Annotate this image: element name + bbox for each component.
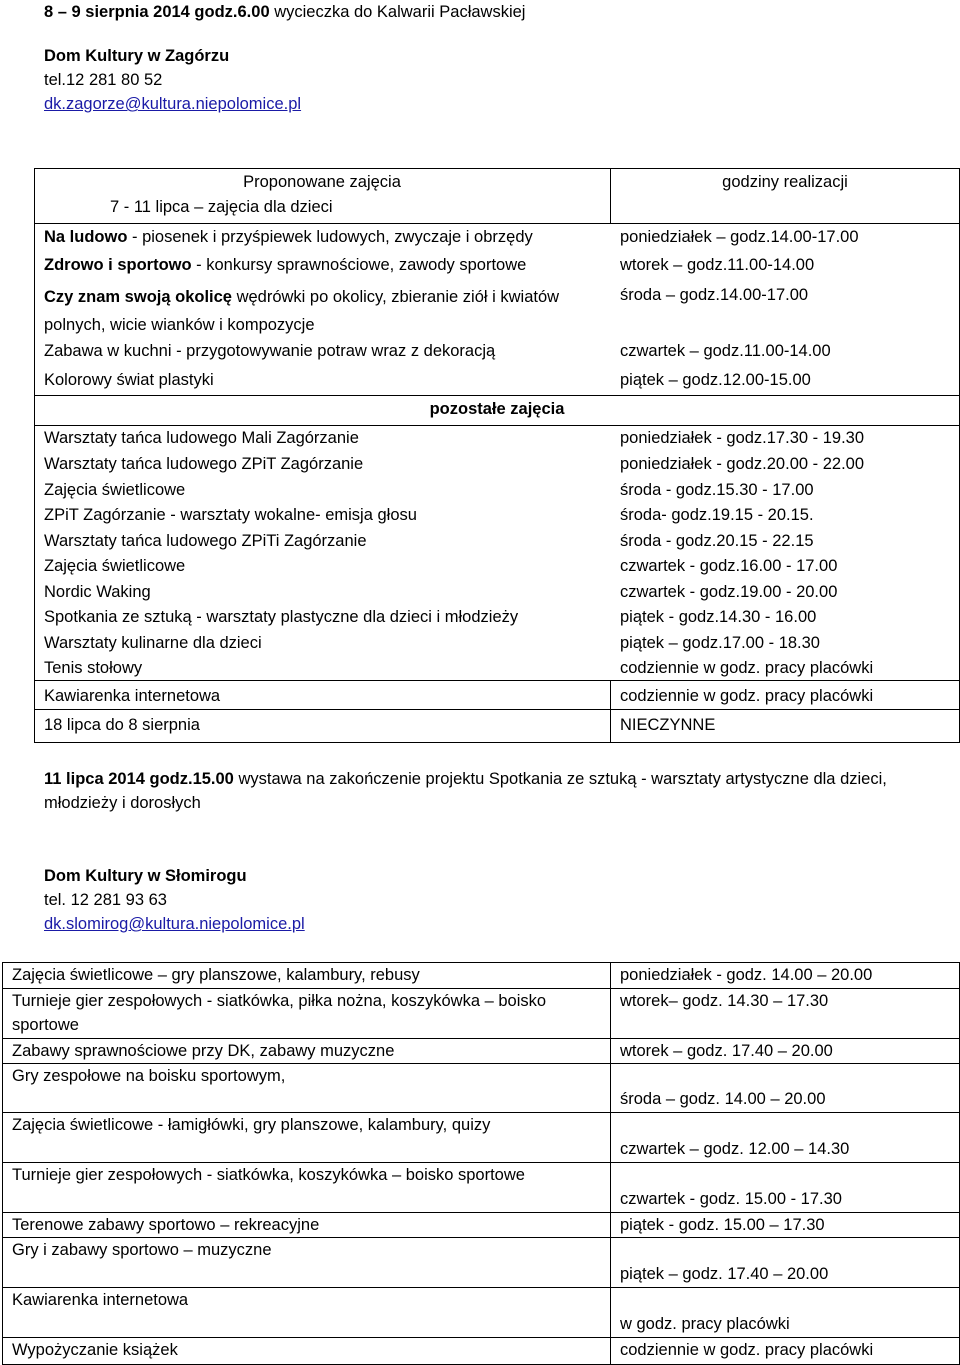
- activity-time: czwartek – godz. 12.00 – 14.30: [620, 1140, 850, 1158]
- activity-name: Gry i zabawy sportowo – muzyczne: [12, 1241, 272, 1259]
- activity-name: [44, 225, 604, 249]
- proposed-activities-header: Proponowane zajęcia: [243, 173, 401, 191]
- trip-text: wycieczka do Kalwarii Pacławskiej: [269, 3, 526, 21]
- activity-time: poniedziałek - godz.17.30 - 19.30: [620, 429, 865, 447]
- table-divider: [34, 223, 960, 224]
- activity-time: środa - godz.20.15 - 22.15: [620, 532, 814, 550]
- activity-time: czwartek - godz. 15.00 - 17.30: [620, 1190, 842, 1208]
- activity-title: Zdrowo i sportowo: [44, 256, 192, 274]
- activity-time: codziennie w godz. pracy placówki: [620, 659, 874, 677]
- other-activities-header: pozostałe zajęcia: [429, 400, 565, 418]
- activity-time: czwartek – godz.11.00-14.00: [620, 342, 831, 360]
- zagorz-phone: tel.12 281 80 52: [44, 71, 163, 89]
- activity-name: Warsztaty tańca ludowego ZPiT Zagórzanie: [44, 455, 364, 473]
- table-divider: [610, 680, 611, 743]
- activity-name: Gry zespołowe na boisku sportowym,: [12, 1067, 286, 1085]
- activity-time: poniedziałek - godz. 14.00 – 20.00: [620, 966, 873, 984]
- activity-time: czwartek - godz.16.00 - 17.00: [620, 557, 838, 575]
- trip-announcement: [44, 0, 525, 24]
- activity-name: [44, 253, 604, 277]
- activity-title: Czy znam swoją okolicę: [44, 288, 232, 306]
- table-divider: [610, 962, 611, 1365]
- activity-name: Nordic Waking: [44, 583, 151, 601]
- activity-time: w godz. pracy placówki: [620, 1315, 790, 1333]
- activity-time: NIECZYNNE: [620, 716, 716, 734]
- activity-time: środa – godz. 14.00 – 20.00: [620, 1090, 826, 1108]
- activity-time: wtorek– godz. 14.30 – 17.30: [620, 992, 829, 1010]
- table-divider: [34, 395, 960, 396]
- activity-name: Zajęcia świetlicowe: [44, 557, 186, 575]
- activity-name: Warsztaty kulinarne dla dzieci: [44, 634, 262, 652]
- activity-time: piątek – godz. 17.40 – 20.00: [620, 1265, 829, 1283]
- zagorz-email-line: [44, 92, 301, 116]
- activity-name: Turnieje gier zespołowych - siatkówka, piłka nożna, koszykówka – boisko sportowe: [12, 992, 547, 1034]
- activity-description: - piosenek i przyśpiewek ludowych, zwyczaje i obrzędy: [127, 228, 533, 246]
- activity-name: Wypożyczanie książek: [12, 1341, 178, 1359]
- activity-name: Warsztaty tańca ludowego Mali Zagórzanie: [44, 429, 359, 447]
- activity-time: wtorek – godz. 17.40 – 20.00: [620, 1042, 833, 1060]
- activity-name: Kolorowy świat plastyki: [44, 371, 214, 389]
- activity-time: środa - godz.15.30 - 17.00: [620, 481, 814, 499]
- activity-name: Zabawa w kuchni - przygotowywanie potraw wraz z dekoracją: [44, 342, 496, 360]
- activity-time: czwartek - godz.19.00 - 20.00: [620, 583, 838, 601]
- activity-name: Zabawy sprawnościowe przy DK, zabawy muzyczne: [12, 1042, 395, 1060]
- activity-title: Na ludowo: [44, 228, 128, 246]
- exhibition-text: wystawa na zakończenie projektu Spotkania ze sztuką - warsztaty artystyczne dla dzieci, młodzieży i dorosłych: [44, 770, 887, 812]
- children-week-subheader: 7 - 11 lipca – zajęcia dla dzieci: [110, 198, 333, 216]
- table-divider: [34, 680, 960, 681]
- activity-name: Kawiarenka internetowa: [12, 1291, 189, 1309]
- activity-time: poniedziałek – godz.14.00-17.00: [620, 228, 859, 246]
- slomirog-name: Dom Kultury w Słomirogu: [44, 867, 247, 885]
- activity-name: Terenowe zabawy sportowo – rekreacyjne: [12, 1216, 320, 1234]
- activity-time: piątek – godz.12.00-15.00: [620, 371, 811, 389]
- table-divider: [34, 709, 960, 710]
- activity-time: piątek – godz.17.00 - 18.30: [620, 634, 820, 652]
- activity-name: Kawiarenka internetowa: [44, 687, 221, 705]
- slomirog-email-line: [44, 912, 305, 936]
- slomirog-email-link[interactable]: dk.slomirog@kultura.niepolomice.pl: [44, 915, 305, 933]
- activity-description: - konkursy sprawnościowe, zawody sportowe: [191, 256, 527, 274]
- activity-time: wtorek – godz.11.00-14.00: [620, 256, 815, 274]
- trip-date: 8 – 9 sierpnia 2014 godz.6.00: [44, 3, 270, 21]
- activity-time: środa – godz.14.00-17.00: [620, 286, 809, 304]
- activity-name: Zajęcia świetlicowe - łamigłówki, gry planszowe, kalambury, quizy: [12, 1116, 491, 1134]
- activity-time: środa- godz.19.15 - 20.15.: [620, 506, 814, 524]
- hours-header: godziny realizacji: [722, 173, 848, 191]
- activity-name: 18 lipca do 8 sierpnia: [44, 716, 200, 734]
- activity-name: Tenis stołowy: [44, 659, 143, 677]
- zagorz-name: Dom Kultury w Zagórzu: [44, 47, 230, 65]
- activity-name: Warsztaty tańca ludowego ZPiTi Zagórzanie: [44, 532, 367, 550]
- activity-time: codziennie w godz. pracy placówki: [620, 687, 874, 705]
- activity-time: poniedziałek - godz.20.00 - 22.00: [620, 455, 865, 473]
- activity-time: piątek - godz.14.30 - 16.00: [620, 608, 817, 626]
- activity-name: Turnieje gier zespołowych - siatkówka, koszykówka – boisko sportowe: [12, 1166, 525, 1184]
- activity-name: [44, 283, 564, 339]
- activity-name: Spotkania ze sztuką - warsztaty plastyczne dla dzieci i młodzieży: [44, 608, 519, 626]
- exhibition-date: 11 lipca 2014 godz.15.00: [44, 770, 234, 788]
- zagorz-email-link[interactable]: dk.zagorze@kultura.niepolomice.pl: [44, 95, 302, 113]
- activity-name: Zajęcia świetlicowe – gry planszowe, kalambury, rebusy: [12, 966, 420, 984]
- slomirog-phone: tel. 12 281 93 63: [44, 891, 167, 909]
- activity-name: ZPiT Zagórzanie - warsztaty wokalne- emisja głosu: [44, 506, 417, 524]
- activity-time: codziennie w godz. pracy placówki: [620, 1341, 874, 1359]
- activity-time: piątek - godz. 15.00 – 17.30: [620, 1216, 825, 1234]
- activity-description: wędrówki po okolicy, zbieranie ziół i kwiatów polnych, wicie wianków i kompozycje: [44, 288, 560, 334]
- exhibition-announcement: [44, 767, 924, 815]
- activity-name: Zajęcia świetlicowe: [44, 481, 186, 499]
